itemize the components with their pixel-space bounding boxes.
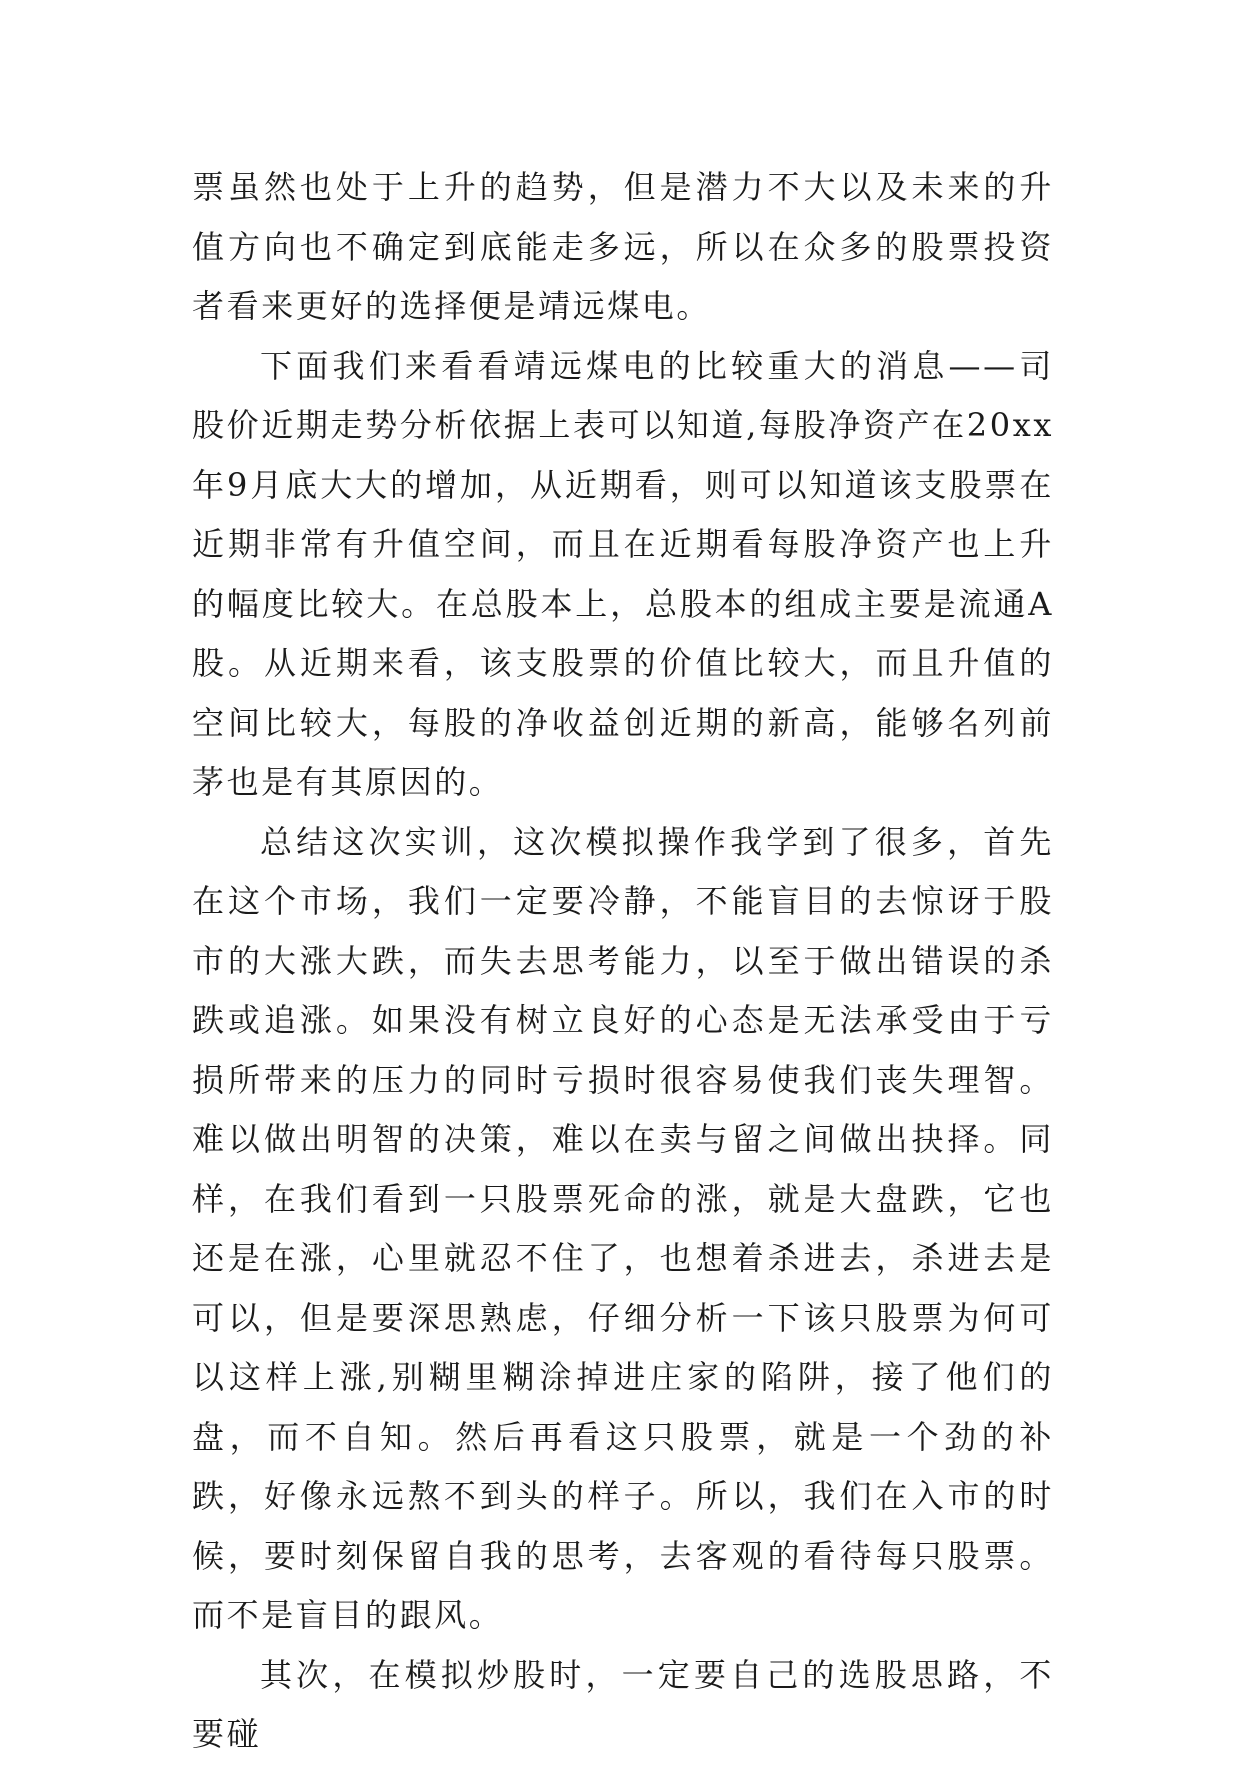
paragraph-1: 票虽然也处于上升的趋势，但是潜力不大以及未来的升值方向也不确定到底能走多远，所以在众多的股票投资者看来更好的选择便是靖远煤电。 [192,168,1054,325]
paragraph-2: 下面我们来看看靖远煤电的比较重大的消息——司股价近期走势分析依据上表可以知道,每股净资产在20xx年9月底大大的增加，从近期看，则可以知道该支股票在近期非常有升值空间，而且在近期看每股净资产也上升的幅度比较大。在总股本上，总股本的组成主要是流通A股。从近期来看，该支股票的价值比较大，而且升值的空间比较大，每股的净收益创近期的新高，能够名列前茅也是有其原因的。 [192,346,1054,801]
document-body [192,158,1054,1765]
paragraph-3: 总结这次实训，这次模拟操作我学到了很多，首先在这个市场，我们一定要冷静，不能盲目的去惊讶于股市的大涨大跌，而失去思考能力，以至于做出错误的杀跌或追涨。如果没有树立良好的心态是无法承受由于亏损所带来的压力的同时亏损时很容易使我们丧失理智。难以做出明智的决策，难以在卖与留之间做出抉择。同样，在我们看到一只股票死命的涨，就是大盘跌，它也还是在涨，心里就忍不住了，也想着杀进去，杀进去是可以，但是要深思熟虑，仔细分析一下该只股票为何可以这样上涨,别糊里糊涂掉进庄家的陷阱，接了他们的盘，而不自知。然后再看这只股票，就是一个劲的补跌，好像永远熬不到头的样子。所以，我们在入市的时候，要时刻保留自我的思考，去客观的看待每只股票。而不是盲目的跟风。 [192,822,1054,1634]
paragraph-4: 其次，在模拟炒股时，一定要自己的选股思路，不要碰 [192,1655,1054,1753]
